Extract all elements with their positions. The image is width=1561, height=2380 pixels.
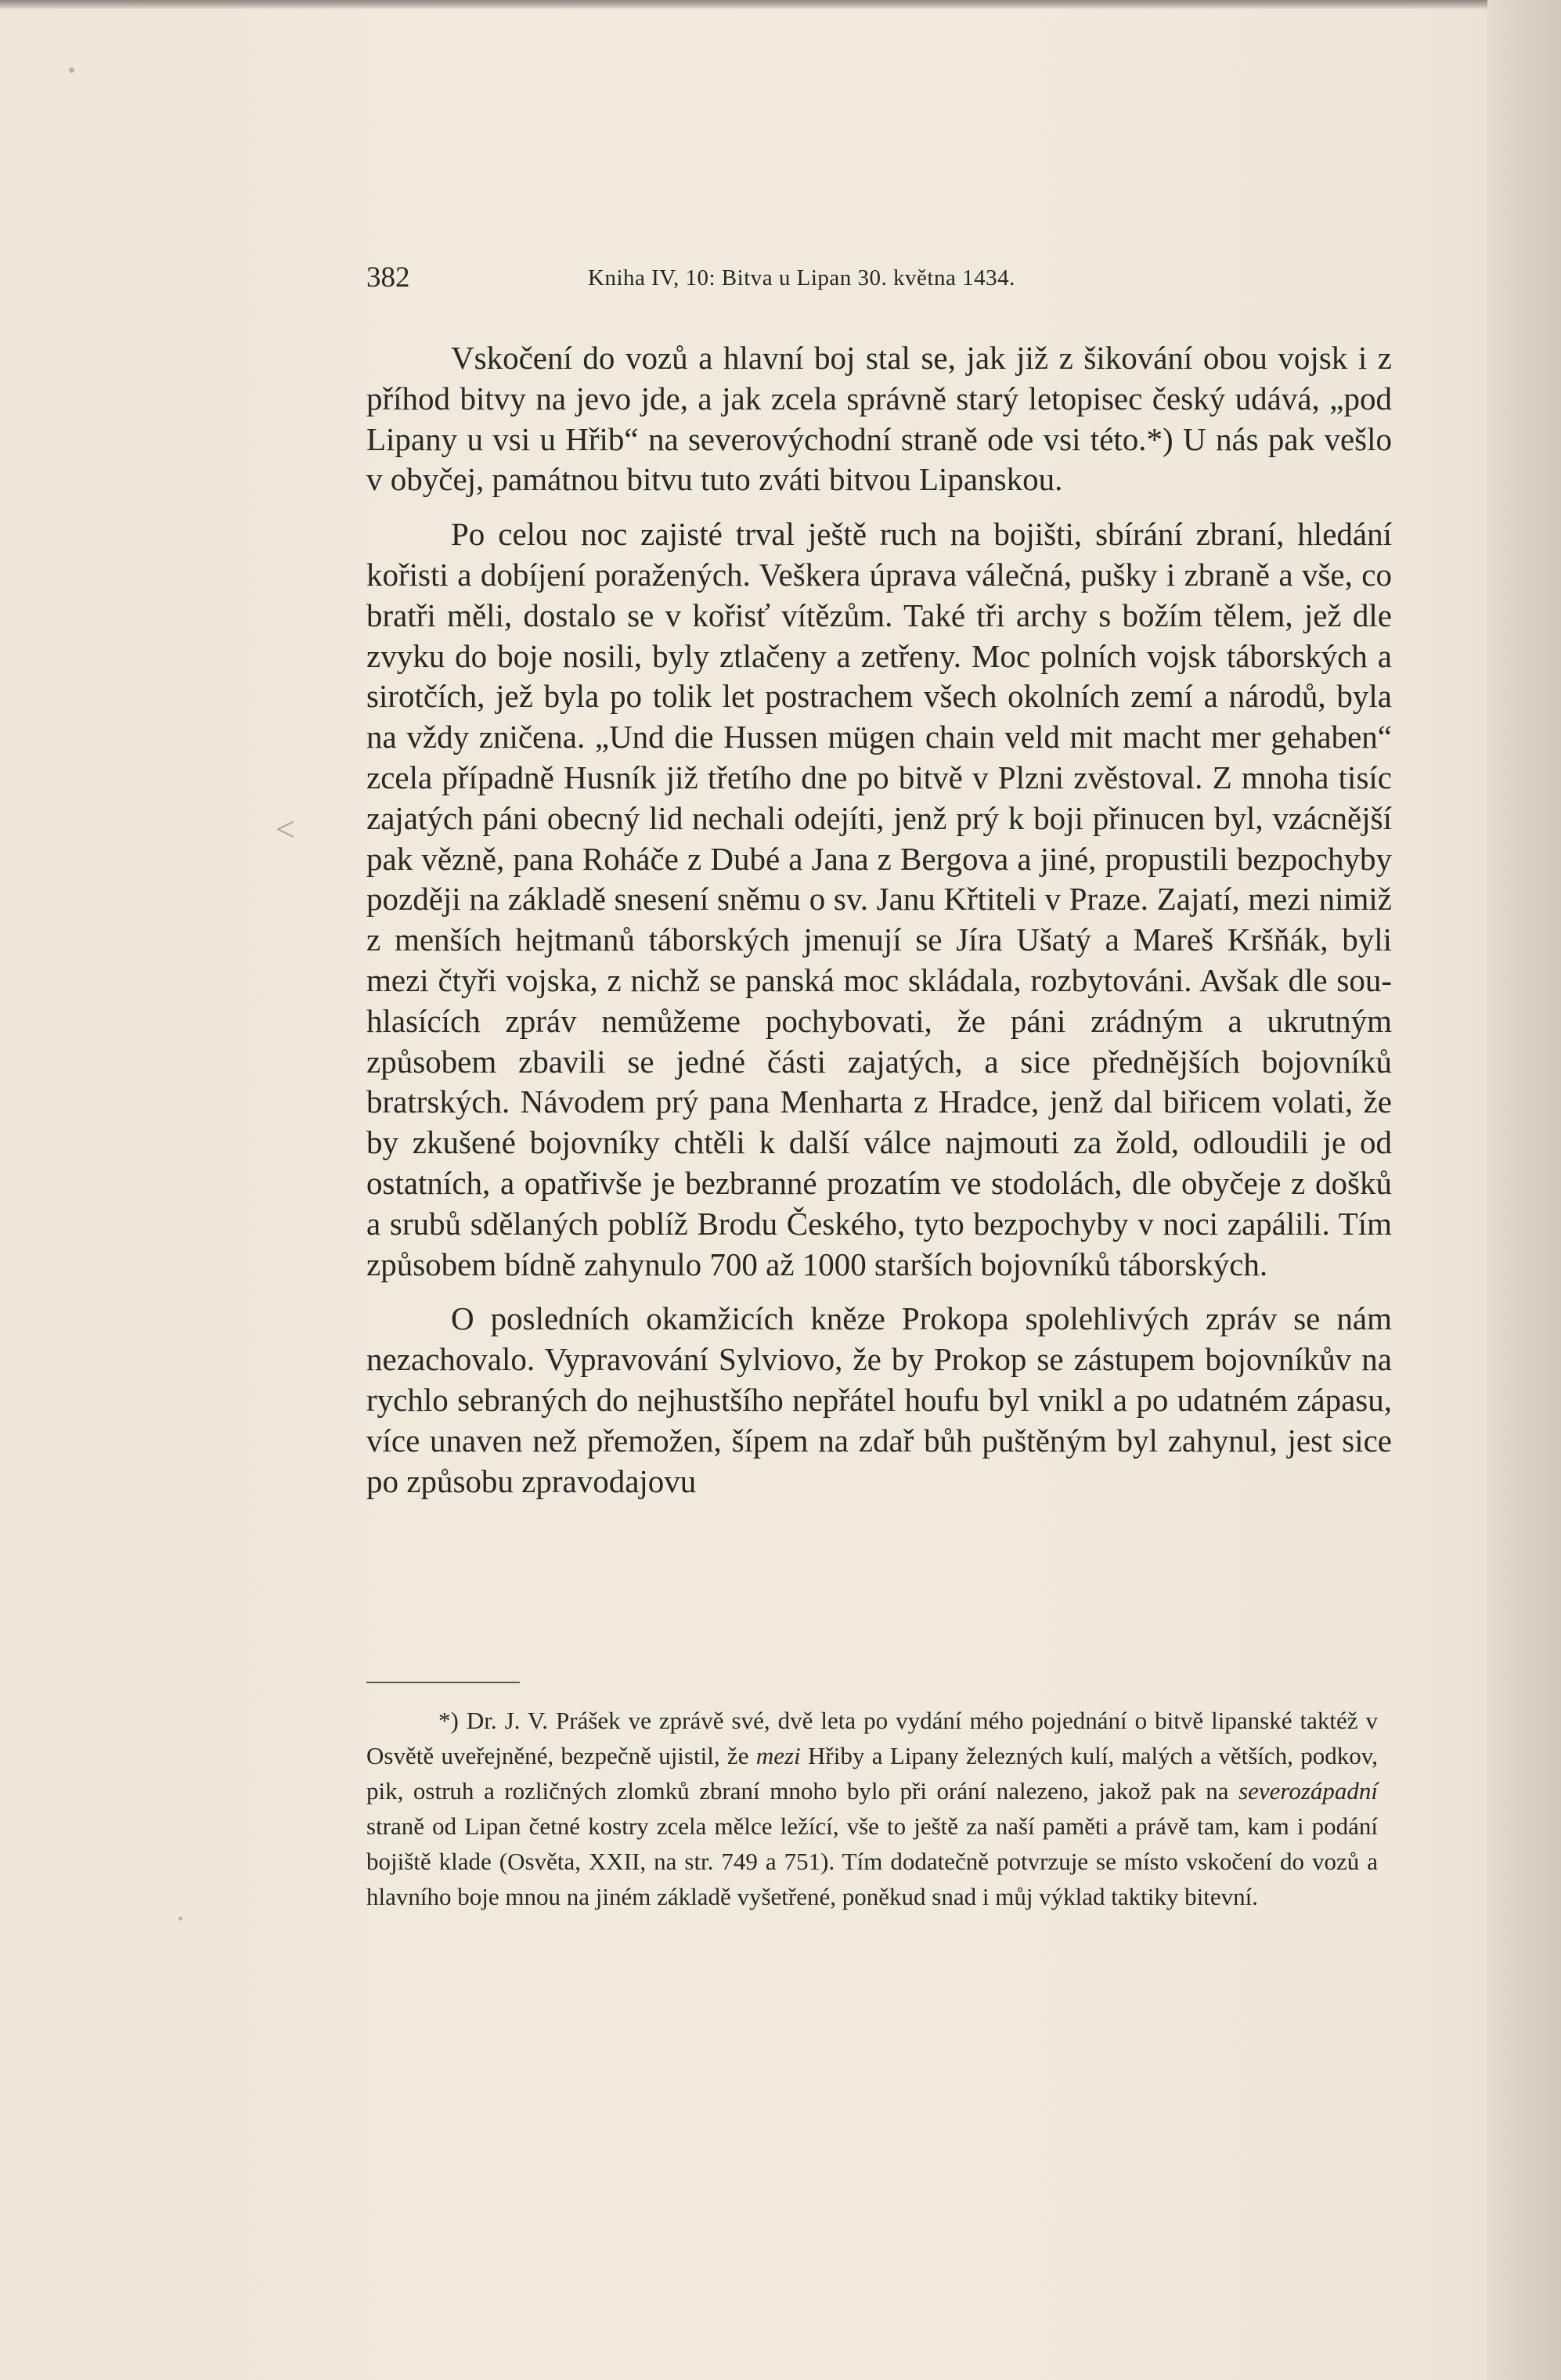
margin-pencil-mark: <	[276, 810, 295, 849]
body-text	[366, 338, 1392, 1516]
footnote-text	[366, 1703, 1378, 1914]
footnote-part-1: *) Dr. J. V. Prášek ve zprávě své, dvě leta po vydání mého pojednání o bitvě lipanské taktéž v Osvětě uveřejněné, bezpečně ujistil, že	[366, 1707, 1378, 1769]
paper-speck	[178, 1917, 182, 1920]
page-header	[366, 258, 1183, 298]
paragraph-2: Po celou noc zajisté trval ještě ruch na bojišti, sbírání zbraní, hledání kořisti a dobíjení poražených. Veškera úprava válečná, pušky i zbraně a vše, co bratři měli, dostalo se v kořisť vítězům. Také tři archy s božím tělem, jež dle zvyku do boje nosili, byly ztlačeny a zetřeny. Moc polních vojsk táborských a sirotčích, jež byla po tolik let postrachem všech okolních zemí a národů, byla na vždy zničena. „Und die Hussen mügen chain veld mit macht mer gehaben“ zcela případně Husník již třetího dne po bitvě v Plzni zvěstoval. Z mnoha tisíc zajatých páni obecný lid nechali odejíti, jenž prý k boji přinucen byl, vzácnější pak vězně, pana Roháče z Dubé a Jana z Bergova a jiné, propustili bezpochyby později na základě snesení sněmu o sv. Janu Křtiteli v Praze. Zajatí, mezi nimiž z menších hejtmanů táborských jmenují se Jíra Ušatý a Mareš Kršňák, byli mezi čtyři vojska, z nichž se panská moc skládala, rozbytováni. Avšak dle souhlasících zpráv nemůžeme pochybovati, že páni zrádným a ukrutným způsobem zbavili se jedné části zajatých, a sice přednějších bojovníků bratrských. Návodem prý pana Menharta z Hradce, jenž dal biřicem volati, že by zkušené bojovníky chtěli k další válce najmouti za žold, odloudili je od ostatních, a opatřivše je bezbranné prozatím ve stodolách, dle obyčeje z došků a srubů sdělaných poblíž Brodu Českého, tyto bezpochyby v noci zapálili. Tím způsobem bídně zahynulo 700 až 1000 starších bojovníků táborských.	[366, 516, 1392, 1282]
footnote-emphasis-severozapadni: severozápadní	[1238, 1777, 1378, 1805]
footnote-emphasis-mezi: mezi	[755, 1742, 801, 1769]
footnote-part-2: Hřiby a Lipany železných kulí, malých a větších, podkov, pik, ostruh a rozličných zlomků zbraní mnoho bylo při orání nalezeno, jakož pak na	[366, 1742, 1379, 1805]
paragraph-1: Vskočení do vozů a hlavní boj stal se, jak již z šikování obou vojsk i z příhod bitvy na jevo jde, a jak zcela správně starý letopisec český udává, „pod Lipany u vsi u Hřib“ na severovýchodní straně ode vsi této.*) U nás pak vešlo v obyčej, památnou bitvu tuto zváti bitvou Lipanskou.	[366, 340, 1392, 498]
running-head: Kniha IV, 10: Bitva u Lipan 30. května 1434.	[588, 265, 1015, 290]
page-top-edge	[0, 0, 1561, 9]
paper-speck	[69, 67, 74, 73]
page-number: 382	[366, 261, 410, 294]
footnote-rule	[366, 1682, 520, 1683]
footnote-part-3: straně od Lipan četné kostry zcela mělce ležící, vše to ještě za naší paměti a právě tam, kam i podání bojiště klade (Osvěta, XXII, na str. 749 a 751). Tím dodatečně potvrzuje se místo vskočení do vozů a hlavního boje mnou na jiném základě vyšetřené, poněkud snad i můj výklad taktiky bitevní.	[366, 1812, 1378, 1910]
footnote	[366, 1703, 1378, 1914]
paragraph-3: O posledních okamžicích kněze Prokopa spolehlivých zpráv se nám nezachovalo. Vypravování Sylviovo, že by Prokop se zástupem bojovníkův na rychlo sebraných do nejhustšího nepřátel houfu byl vnikl a po udatném zápasu, více unaven než přemožen, šípem na zdař bůh puštěným byl zahynul, jest sice po způsobu zpravodajovu	[366, 1300, 1392, 1499]
book-binding-shadow	[1487, 0, 1561, 2380]
